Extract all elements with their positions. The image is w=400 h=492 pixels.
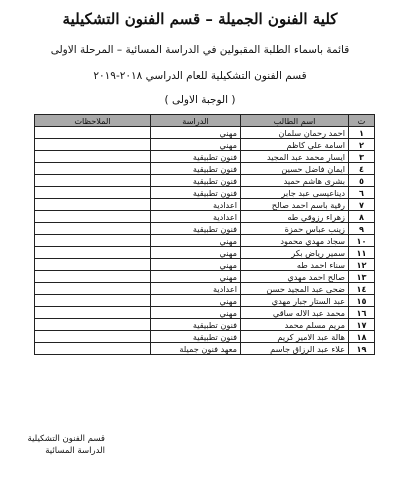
cell-num: ١ [349,127,375,139]
cell-name: سمير رياض بكر [241,247,349,259]
table-row [35,235,375,247]
cell-study: فنون تطبيقية [151,223,241,235]
cell-study: مهني [151,247,241,259]
cell-study: مهني [151,139,241,151]
cell-notes [35,163,151,175]
table-row [35,319,375,331]
cell-num: ١١ [349,247,375,259]
cell-num: ١٤ [349,283,375,295]
cell-study: فنون تطبيقية [151,319,241,331]
table-row [35,187,375,199]
cell-study: اعدادية [151,199,241,211]
cell-notes [35,295,151,307]
cell-num: ٣ [349,151,375,163]
footer-department: قسم الفنون التشكيلية [27,434,105,444]
table-row [35,211,375,223]
cell-num: ١٣ [349,271,375,283]
cell-name: صالح احمد مهدي [241,271,349,283]
cell-num: ١٥ [349,295,375,307]
cell-name: زينب عباس حمزة [241,223,349,235]
cell-study: مهني [151,235,241,247]
cell-study: فنون تطبيقية [151,163,241,175]
table-row [35,307,375,319]
cell-notes [35,199,151,211]
department-year: قسم الفنون التشكيلية للعام الدراسي ٢٠١٨-٢٠١٩ [93,70,307,82]
cell-study: اعدادية [151,283,241,295]
table-row [35,247,375,259]
cell-num: ٦ [349,187,375,199]
cell-study: فنون تطبيقية [151,175,241,187]
cell-name: مريم مسلم محمد [241,319,349,331]
list-title: قائمة باسماء الطلبة المقبولين في الدراسة المسائية – المرحلة الاولى [50,44,350,56]
header-num: ت [349,115,375,127]
cell-study: اعدادية [151,211,241,223]
cell-name: احمد رحمان سلمان [241,127,349,139]
cell-notes [35,283,151,295]
cell-study: فنون تطبيقية [151,331,241,343]
cell-num: ٤ [349,163,375,175]
cell-study: معهد فنون جميلة [151,343,241,355]
table-row [35,151,375,163]
cell-name: ايمان فاضل حسين [241,163,349,175]
cell-notes [35,187,151,199]
table-row [35,295,375,307]
cell-name: ايسار محمد عبد المجيد [241,151,349,163]
cell-notes [35,343,151,355]
cell-study: مهني [151,295,241,307]
table-row [35,163,375,175]
students-table [34,114,375,355]
cell-num: ١٠ [349,235,375,247]
cell-num: ١٩ [349,343,375,355]
table-row [35,331,375,343]
cell-notes [35,307,151,319]
cell-num: ٧ [349,199,375,211]
header-name: اسم الطالب [241,115,349,127]
table-row [35,283,375,295]
cell-study: فنون تطبيقية [151,187,241,199]
cell-study: مهني [151,259,241,271]
table-row [35,271,375,283]
footer-signature [10,433,105,457]
table-row [35,259,375,271]
cell-notes [35,139,151,151]
table-row [35,139,375,151]
cell-num: ٨ [349,211,375,223]
cell-num: ٩ [349,223,375,235]
cell-notes [35,175,151,187]
table-header-row [35,115,375,127]
cell-notes [35,331,151,343]
cell-name: علاء عبد الرزاق جاسم [241,343,349,355]
cell-name: بشرى هاشم حميد [241,175,349,187]
cell-name: رقية باسم احمد صالح [241,199,349,211]
header-notes: الملاحظات [35,115,151,127]
cell-name: عبد الستار جبار مهدي [241,295,349,307]
table-row [35,175,375,187]
cell-name: ضحى عبد المجيد حسن [241,283,349,295]
cell-notes [35,259,151,271]
batch-label: ( الوجبة الاولى ) [164,94,236,106]
cell-num: ١٢ [349,259,375,271]
header-study: الدراسة [151,115,241,127]
cell-notes [35,235,151,247]
cell-notes [35,223,151,235]
cell-num: ٥ [349,175,375,187]
cell-name: سناء احمد طه [241,259,349,271]
table-row [35,343,375,355]
cell-notes [35,211,151,223]
cell-study: فنون تطبيقية [151,151,241,163]
cell-study: مهني [151,127,241,139]
cell-notes [35,151,151,163]
cell-notes [35,247,151,259]
cell-name: هالة عبد الامير كريم [241,331,349,343]
table-row [35,199,375,211]
cell-notes [35,127,151,139]
cell-num: ٢ [349,139,375,151]
cell-num: ١٧ [349,319,375,331]
cell-name: محمد عبد الاله ساقي [241,307,349,319]
cell-name: زهراء رزوقي طه [241,211,349,223]
cell-num: ١٦ [349,307,375,319]
cell-study: مهني [151,307,241,319]
table-row [35,127,375,139]
cell-name: ديناعيسى عبد جابر [241,187,349,199]
cell-notes [35,271,151,283]
cell-name: اسامة علي كاظم [241,139,349,151]
cell-study: مهني [151,271,241,283]
college-title: كلية الفنون الجميلة – قسم الفنون التشكيلية [62,10,338,28]
cell-notes [35,319,151,331]
table-row [35,223,375,235]
cell-num: ١٨ [349,331,375,343]
footer-study-type: الدراسة المسائية [45,446,105,456]
cell-name: سجاد مهدي محمود [241,235,349,247]
